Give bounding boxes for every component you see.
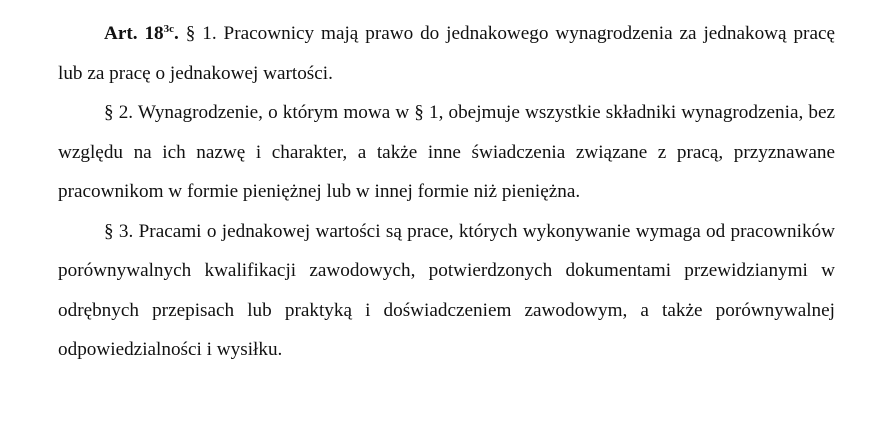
paragraph-1-text: § 1. Pracownicy mają prawo do jednakowego wynagrodzenia za jednakową pracę lub za pracę o jednakowej wartości. bbox=[58, 23, 835, 84]
article-dot: . bbox=[174, 23, 179, 44]
legal-document bbox=[58, 14, 835, 370]
paragraph-3: § 3. Pracami o jednakowej wartości są prace, których wykonywanie wymaga od pracowników porównywalnych kwalifikacji zawodowych, potwierdzonych dokumentami przewidzianymi w odrębnych przepisach lub praktyką i doświadczeniem zawodowym, a także porównywalnej odpowiedzialności i wysiłku. bbox=[58, 220, 835, 360]
article-heading bbox=[104, 23, 179, 44]
paragraph-2: § 2. Wynagrodzenie, o którym mowa w § 1, obejmuje wszystkie składniki wynagrodzenia, bez względu na ich nazwę i charakter, a także inne świadczenia związane z pracą, przyznawane pracownikom w formie pieniężnej lub w innej formie niż pieniężna. bbox=[58, 102, 835, 202]
article-superscript: 3c bbox=[163, 23, 175, 35]
paragraph-1 bbox=[58, 14, 835, 93]
article-label: Art. 18 bbox=[104, 23, 164, 44]
